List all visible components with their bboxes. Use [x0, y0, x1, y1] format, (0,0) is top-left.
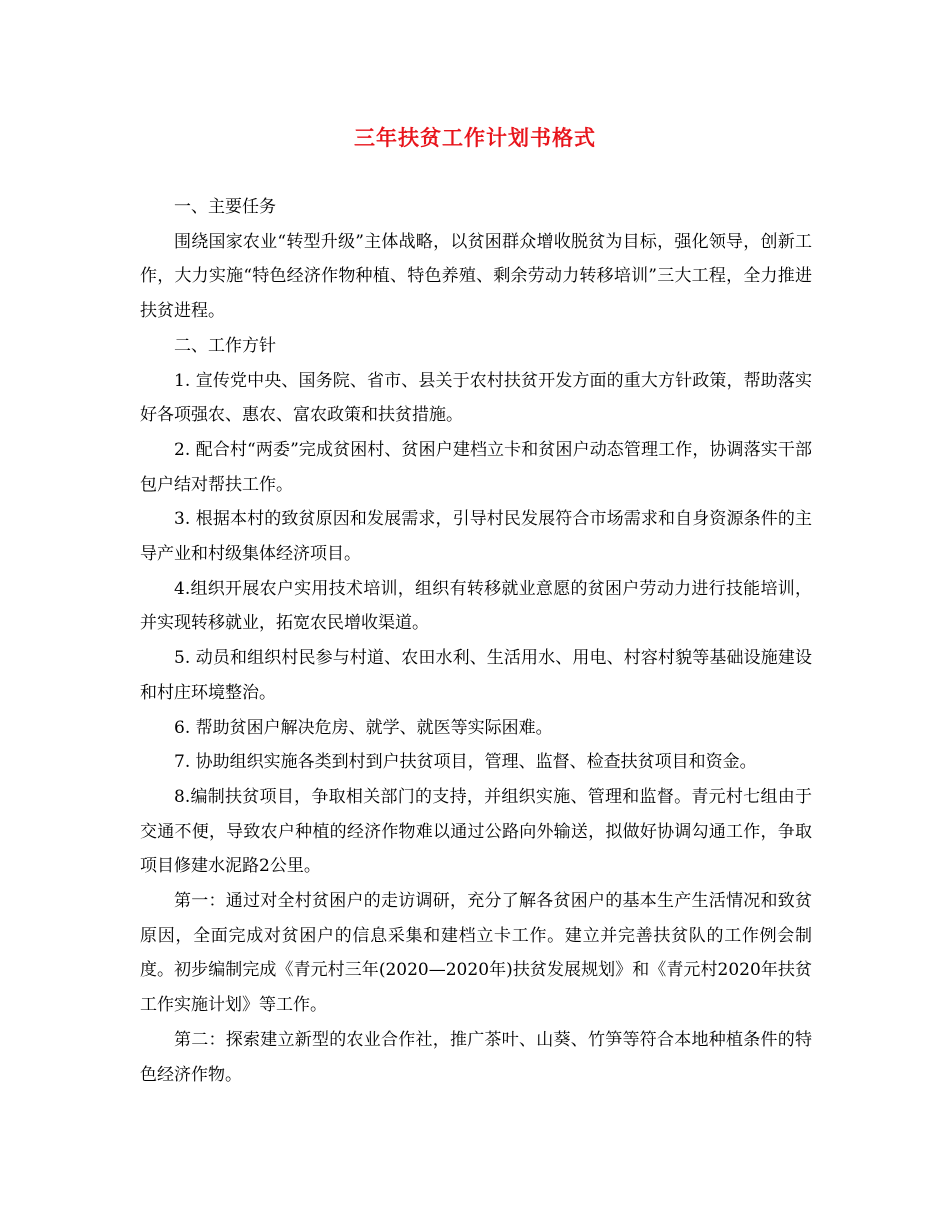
list-item: 3. 根据本村的致贫原因和发展需求，引导村民发展符合市场需求和自身资源条件的主导产业和村级集体经济项目。 [140, 509, 812, 565]
section-heading-work-policy: 二、工作方针 [174, 335, 276, 356]
list-item: 6. 帮助贫困户解决危房、就学、就医等实际困难。 [174, 717, 553, 738]
list-item: 8.编制扶贫项目，争取相关部门的支持，并组织实施、管理和监督。青元村七组由于交通不便，导致农户种植的经济作物难以通过公路向外输送，拟做好协调勾通工作，争取项目修建水泥路2公里。 [140, 786, 812, 877]
document-body [140, 190, 812, 1092]
list-item: 4.组织开展农户实用技术培训，组织有转移就业意愿的贫困户劳动力进行技能培训，并实现转移就业，拓宽农民增收渠道。 [140, 578, 812, 634]
section-heading-main-tasks: 一、主要任务 [174, 197, 276, 217]
paragraph: 第一：通过对全村贫困户的走访调研，充分了解各贫困户的基本生产生活情况和致贫原因，全面完成对贫困户的信息采集和建档立卡工作。建立并完善扶贫队的工作例会制度。初步编制完成《青元村三年(2020—2020年)扶贫发展规划》和《青元村2020年扶贫工作实施计划》等工作。 [140, 891, 812, 1016]
paragraph: 第二：探索建立新型的农业合作社，推广茶叶、山葵、竹笋等符合本地种植条件的特色经济作物。 [140, 1029, 812, 1085]
list-item: 7. 协助组织实施各类到村到户扶贫项目，管理、监督、检查扶贫项目和资金。 [174, 752, 757, 773]
list-item: 1. 宣传党中央、国务院、省市、县关于农村扶贫开发方面的重大方针政策，帮助落实好各项强农、惠农、富农政策和扶贫措施。 [140, 370, 812, 426]
list-item: 2. 配合村“两委”完成贫困村、贫困户建档立卡和贫困户动态管理工作，协调落实干部包户结对帮扶工作。 [140, 439, 812, 495]
list-item: 5. 动员和组织村民参与村道、农田水利、生活用水、用电、村容村貌等基础设施建设和村庄环境整治。 [140, 648, 812, 703]
paragraph: 围绕国家农业“转型升级”主体战略，以贫困群众增收脱贫为目标，强化领导，创新工作，大力实施“特色经济作物种植、特色养殖、剩余劳动力转移培训”三大工程，全力推进扶贫进程。 [140, 231, 812, 322]
document-title: 三年扶贫工作计划书格式 [354, 125, 596, 150]
